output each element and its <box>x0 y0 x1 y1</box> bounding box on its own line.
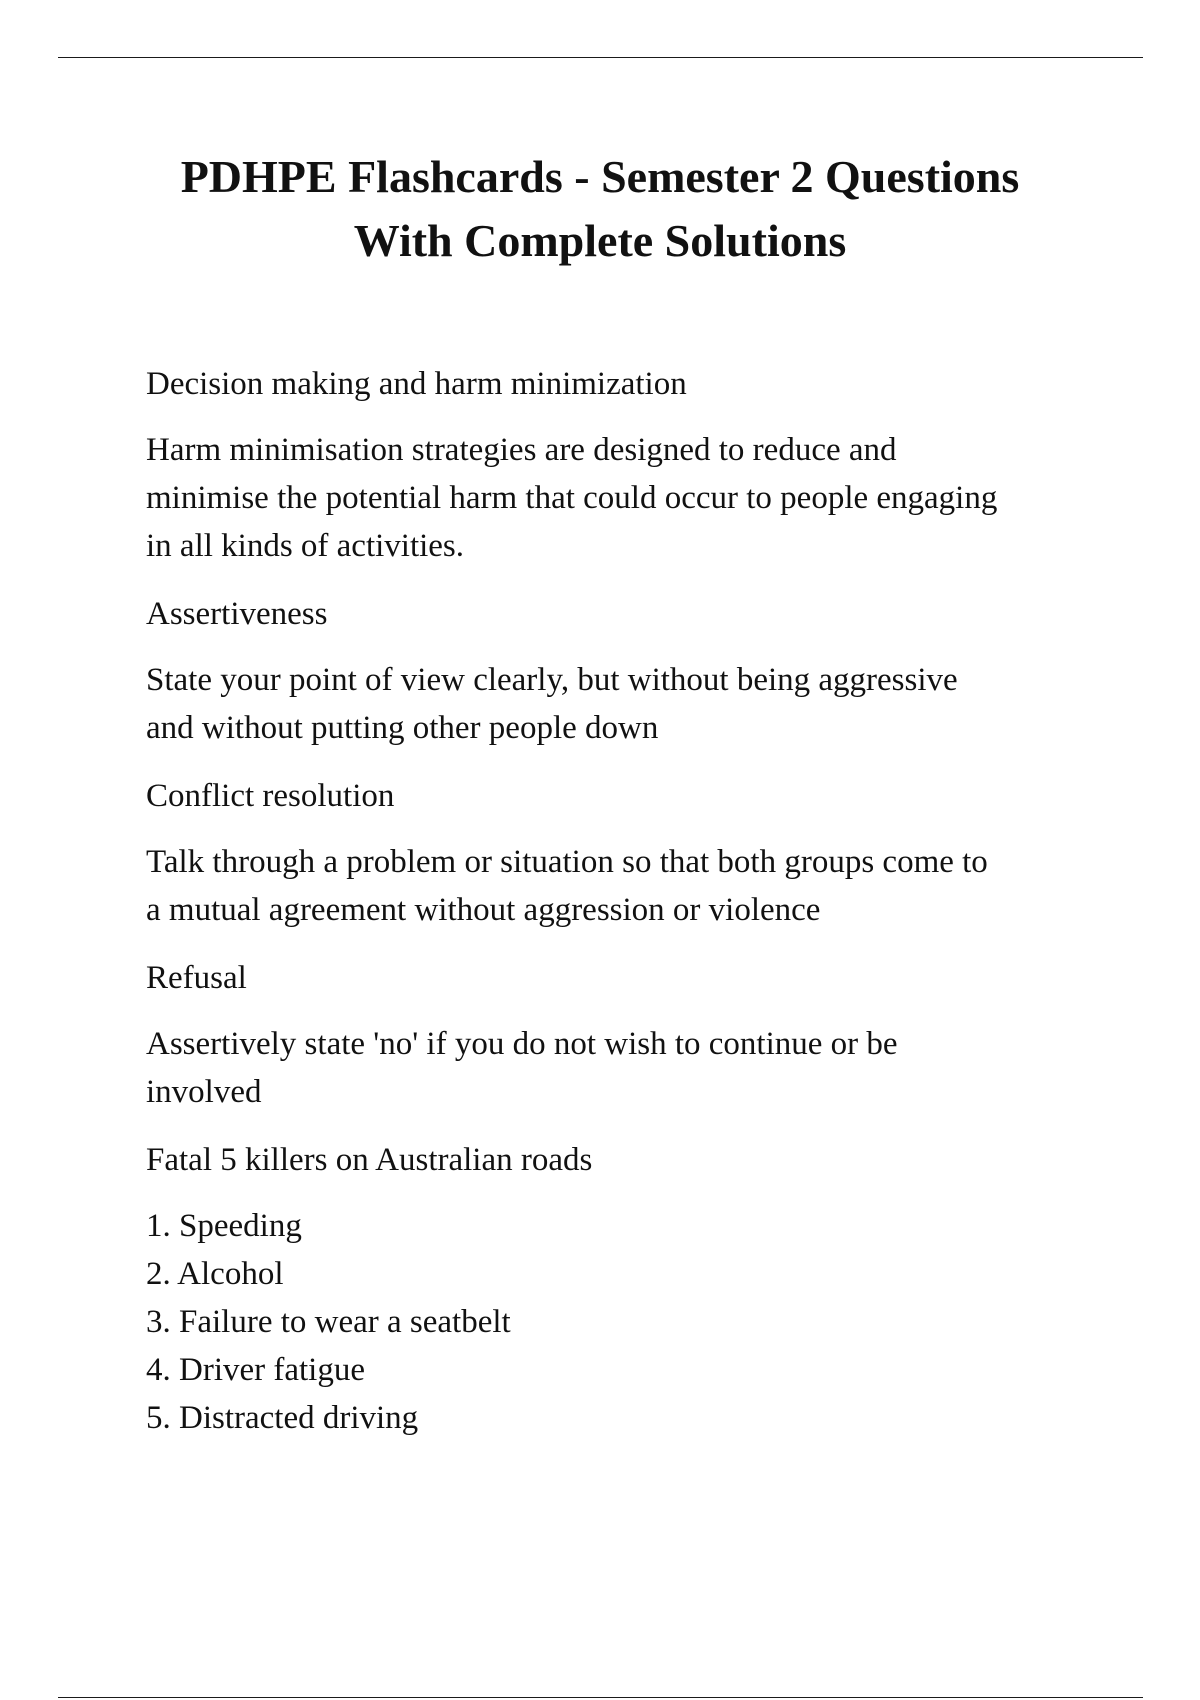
list-item: 4. Driver fatigue <box>146 1352 365 1388</box>
definition-line: involved <box>146 1074 262 1110</box>
flashcard-definition <box>146 426 1106 570</box>
definition-line: Harm minimisation strategies are designed to reduce and <box>146 432 897 468</box>
title-line-1: PDHPE Flashcards - Semester 2 Questions <box>180 151 1020 202</box>
flashcard-definition <box>146 838 1106 934</box>
page-title <box>120 145 1080 273</box>
list-item: 2. Alcohol <box>146 1256 284 1292</box>
flashcard-definition <box>146 1202 1106 1442</box>
definition-line: minimise the potential harm that could occur to people engaging <box>146 480 998 516</box>
top-divider <box>58 57 1143 58</box>
definition-line: State your point of view clearly, but without being aggressive <box>146 662 958 698</box>
list-item: 3. Failure to wear a seatbelt <box>146 1304 511 1340</box>
flashcard-term: Fatal 5 killers on Australian roads <box>146 1142 593 1178</box>
definition-line: Assertively state 'no' if you do not wish to continue or be <box>146 1026 898 1062</box>
flashcard-definition <box>146 1020 1106 1116</box>
definition-line: Talk through a problem or situation so that both groups come to <box>146 844 988 880</box>
flashcard-definition <box>146 656 1106 752</box>
flashcard-term: Assertiveness <box>146 596 328 632</box>
definition-line: a mutual agreement without aggression or violence <box>146 892 821 928</box>
list-item: 1. Speeding <box>146 1208 302 1244</box>
flashcard-term: Decision making and harm minimization <box>146 366 687 402</box>
title-line-2: With Complete Solutions <box>353 215 847 266</box>
flashcard-term: Refusal <box>146 960 247 996</box>
flashcard-list <box>146 360 1106 1462</box>
definition-line: and without putting other people down <box>146 710 659 746</box>
list-item: 5. Distracted driving <box>146 1400 419 1436</box>
bottom-divider <box>58 1697 1143 1698</box>
definition-line: in all kinds of activities. <box>146 528 465 564</box>
flashcard-term: Conflict resolution <box>146 778 395 814</box>
